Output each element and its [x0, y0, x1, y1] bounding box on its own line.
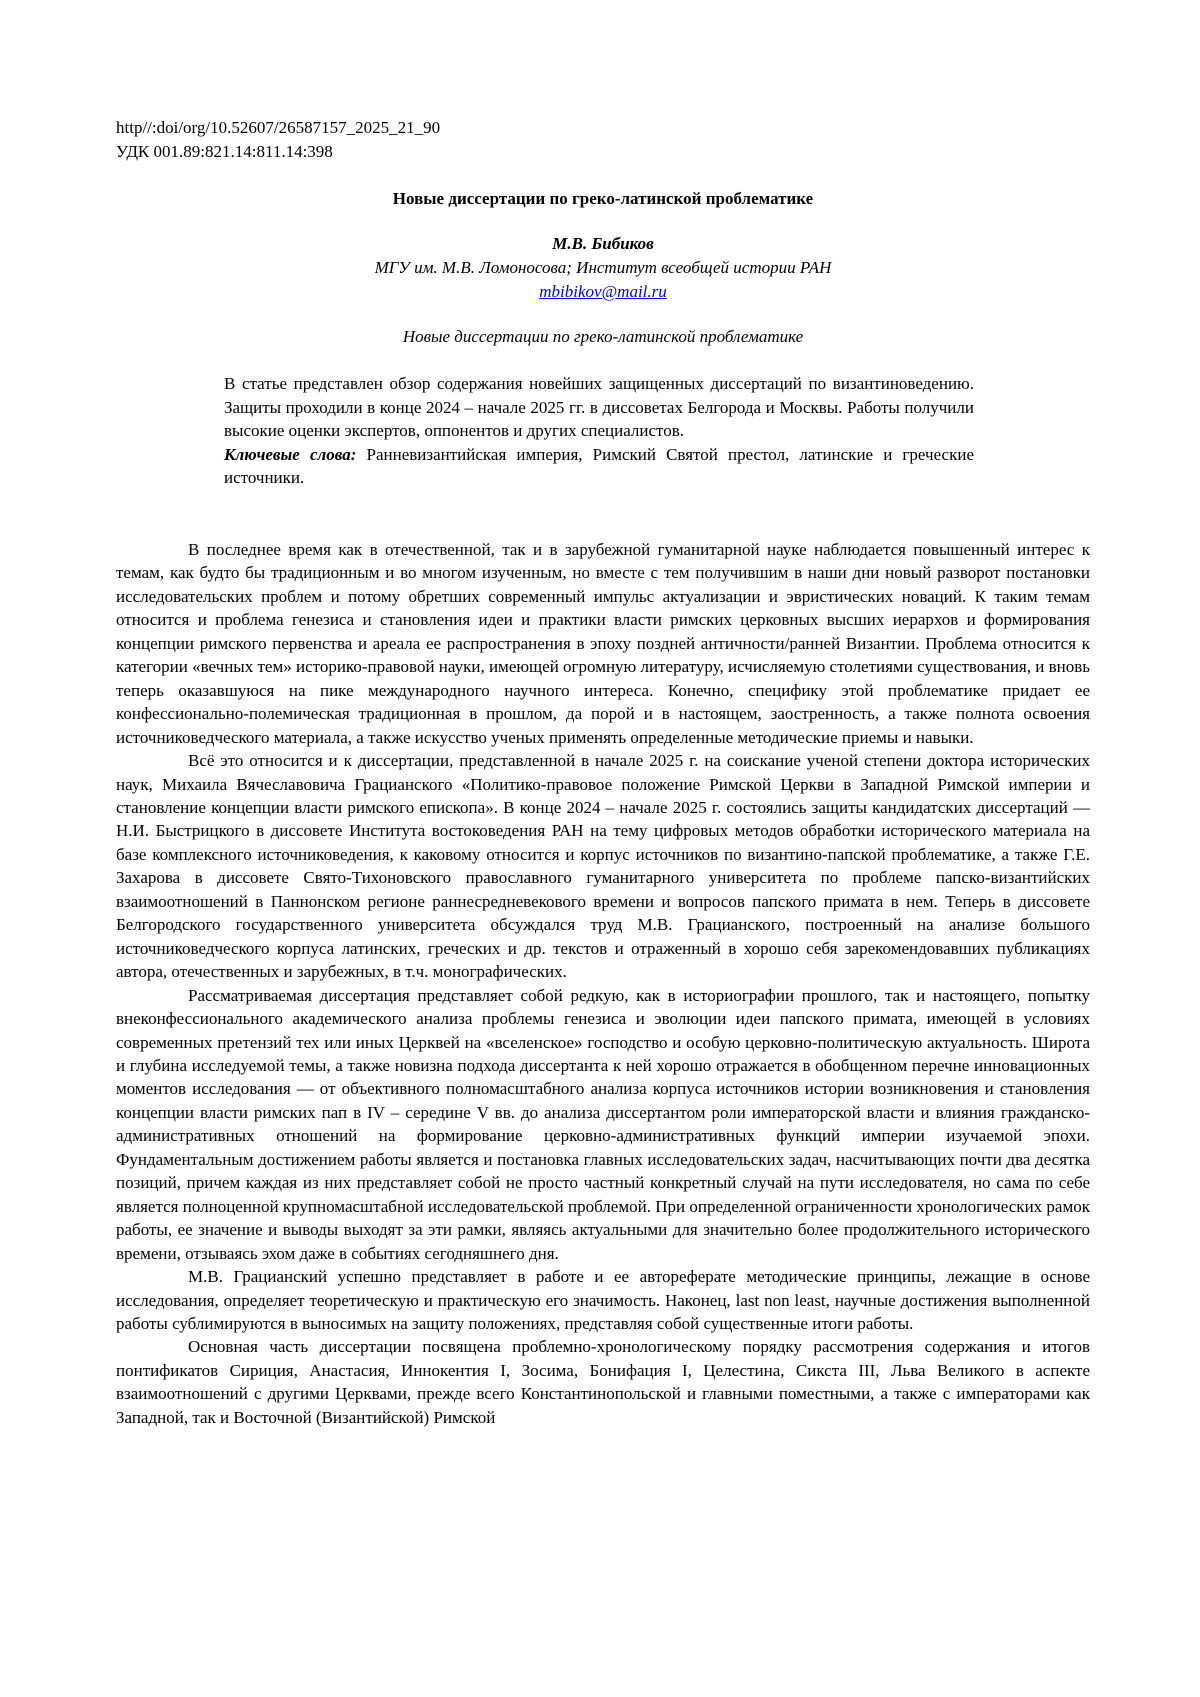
article-subtitle: Новые диссертации по греко-латинской проблематике: [116, 325, 1090, 349]
body-paragraph: Основная часть диссертации посвящена проблемно-хронологическому порядку рассмотрения содержания и итогов понтификатов Сириция, Анастасия, Иннокентия I, Зосима, Бонифация I, Целестина, Сикста III, Льва Великого в аспекте взаимоотношений с другими Церквами, прежде всего Константинопольской и главными поместными, а также с императорами как Западной, так и Восточной (Византийской) Римской: [116, 1335, 1090, 1429]
body-paragraph: Рассматриваемая диссертация представляет собой редкую, как в историографии прошлого, так и настоящего, попытку внеконфессионального академического анализа проблемы генезиса и эволюции идеи папского примата, имеющей в условиях современных претензий тех или иных Церквей на «вселенское» господство и особую церковно-политическую актуальность. Широта и глубина исследуемой темы, а также новизна подхода диссертанта к ней хорошо отражается в обобщенном перечне инновационных моментов исследования — от объективного полномасштабного анализа корпуса источников истории возникновения и становления концепции власти римских пап в IV – середине V вв. до анализа диссертантом роли императорской власти и влияния гражданско-административных отношений на формирование церковно-административных функций империи изучаемой эпохи. Фундаментальным достижением работы является и постановка главных исследовательских задач, насчитывающих почти два десятка позиций, причем каждая из них представляет собой не просто частный конкретный случай на пути исследователя, но сама по себе является полноценной крупномасштабной исследовательской проблемой. При определенной ограниченности хронологических рамок работы, ее значение и выводы выходят за эти рамки, являясь актуальными для значительно более продолжительного исторического времени, отзываясь эхом даже в событиях сегодняшнего дня.: [116, 984, 1090, 1265]
author-email-link[interactable]: mbibikov@mail.ru: [539, 282, 667, 301]
abstract-text: В статье представлен обзор содержания новейших защищенных диссертаций по византиноведению. Защиты проходили в конце 2024 – начале 2025 гг. в диссоветах Белгорода и Москвы. Работы получили высокие оценки экспертов, оппонентов и других специалистов.: [224, 372, 974, 443]
body-paragraph: В последнее время как в отечественной, так и в зарубежной гуманитарной науке наблюдается повышенный интерес к темам, как будто бы традиционным и во многом изученным, но вместе с тем получившим в наши дни новый разворот постановки исследовательских проблем и потому обретших современный импульс актуализации и эвристических новаций. К таким темам относится и проблема генезиса и становления идеи и практики власти римских церковных высших иерархов и формирования концепции римского первенства и ареала ее распространения в эпоху поздней античности/ранней Византии. Проблема относится к категории «вечных тем» историко-правовой науки, имеющей огромную литературу, исчисляемую столетиями существования, и вновь теперь оказавшуюся на пике международного научного интереса. Конечно, специфику этой проблематике придает ее конфессионально-полемическая традиционная в прошлом, да порой и в настоящем, заостренность, а также полнота освоения источниковедческого материала, а также искусство ученых применять определенные методические приемы и навыки.: [116, 538, 1090, 749]
header-meta: [116, 116, 440, 164]
udk-line: УДК 001.89:821.14:811.14:398: [116, 140, 440, 164]
author-block: [116, 232, 1090, 304]
body-paragraph: М.В. Грацианский успешно представляет в работе и ее автореферате методические принципы, лежащие в основе исследования, определяет теоретическую и практическую его значимость. Наконец, last non least, научные достижения выполненной работы сублимируются в выносимых на защиту положениях, представляя собой существенные итоги работы.: [116, 1265, 1090, 1335]
article-title: Новые диссертации по греко-латинской проблематике: [116, 187, 1090, 211]
author-email-line: [116, 280, 1090, 304]
keywords-label: Ключевые слова:: [224, 445, 356, 464]
document-page: [0, 0, 1200, 1697]
body-paragraph: Всё это относится и к диссертации, представленной в начале 2025 г. на соискание ученой степени доктора исторических наук, Михаила Вячеславовича Грацианского «Политико-правовое положение Римской Церкви в Западной Римской империи и становление концепции власти римского епископа». В конце 2024 – начале 2025 г. состоялись защиты кандидатских диссертаций — Н.И. Быстрицкого в диссовете Института востоковедения РАН на тему цифровых методов обработки исторического материала на базе комплексного источниковедения, к каковому относится и корпус источников по византино-папской проблематике, а также Г.Е. Захарова в диссовете Свято-Тихоновского православного гуманитарного университета по проблеме папско-византийских взаимоотношений в Паннонском регионе раннесредневекового времени и вопросов папского примата в нем. Теперь в диссовете Белгородского государственного университета обсуждался труд М.В. Грацианского, построенный на анализе большого источниковедческого корпуса латинских, греческих и др. текстов и отраженный в хорошо себя зарекомендовавших публикациях автора, отечественных и зарубежных, в т.ч. монографических.: [116, 749, 1090, 984]
doi-line: http//:doi/org/10.52607/26587157_2025_21_90: [116, 116, 440, 140]
abstract: [224, 372, 974, 490]
author-affiliation: МГУ им. М.В. Ломоносова; Институт всеобщей истории РАН: [116, 256, 1090, 280]
author-name: М.В. Бибиков: [116, 232, 1090, 256]
article-body: [116, 538, 1090, 1429]
keywords-text: Ранневизантийская империя, Римский Святой престол, латинские и греческие источники.: [224, 445, 974, 488]
keywords-line: [224, 443, 974, 490]
